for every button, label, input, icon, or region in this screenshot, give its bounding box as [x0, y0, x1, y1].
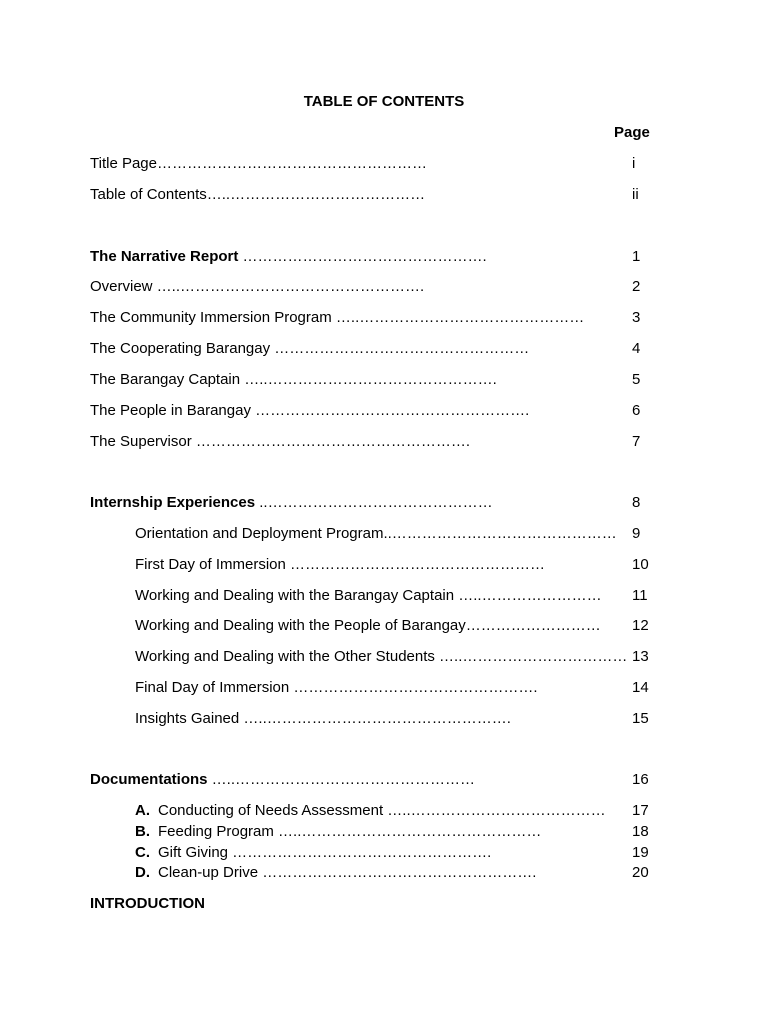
toc-page-number: 13	[632, 648, 649, 665]
toc-entry-clean-up-drive: Clean-up Drive ……………………………………………….	[158, 864, 537, 881]
toc-page-number: i	[632, 155, 636, 172]
toc-entry-barangay-captain-dealing: Working and Dealing with the Barangay Captain …..……………………	[135, 587, 602, 604]
page-column-header: Page	[614, 124, 650, 141]
toc-page-number: 11	[632, 587, 648, 604]
toc-entry-orientation: Orientation and Deployment Program..………………………………………	[135, 525, 617, 542]
toc-entry-first-day: First Day of Immersion ……………………………………………	[135, 556, 546, 573]
toc-page-number: 12	[632, 617, 649, 634]
toc-entry-barangay-captain: The Barangay Captain …..……………………………………….	[90, 371, 497, 388]
toc-entry-people-dealing: Working and Dealing with the People of Barangay………………………	[135, 617, 601, 634]
toc-section-documentations	[90, 771, 475, 789]
toc-page-number: 3	[632, 309, 641, 326]
section-heading: The Narrative Report	[90, 248, 239, 265]
toc-page-number: 18	[632, 823, 649, 840]
list-letter: A.	[135, 802, 150, 819]
page-title: TABLE OF CONTENTS	[303, 93, 465, 110]
leader-dots: ..………………………………………	[255, 494, 493, 511]
toc-page-number: 9	[632, 525, 641, 542]
toc-page-number: 20	[632, 864, 649, 881]
toc-page-number: 14	[632, 679, 649, 696]
toc-page-number: 17	[632, 802, 649, 819]
section-heading: Documentations	[90, 771, 208, 788]
toc-page-number: 5	[632, 371, 641, 388]
toc-page-number: 10	[632, 556, 649, 573]
toc-entry-table-of-contents: Table of Contents…..…………………………………	[90, 186, 426, 203]
toc-page-number: 2	[632, 278, 641, 295]
toc-page-number: 7	[632, 433, 641, 450]
toc-entry-community-immersion-program: The Community Immersion Program …..………………………………………	[90, 309, 585, 326]
toc-entry-cooperating-barangay: The Cooperating Barangay ……………………………………………	[90, 340, 530, 357]
toc-page-number: ii	[632, 186, 639, 203]
toc-entry-feeding-program: Feeding Program …..…………………………………………	[158, 823, 542, 840]
toc-entry-needs-assessment: Conducting of Needs Assessment …..…………………………………	[158, 802, 606, 819]
toc-section-internship-experiences	[90, 494, 493, 512]
leader-dots: …..…………………………………………	[207, 771, 476, 788]
toc-entry-final-day: Final Day of Immersion ………………………………………….	[135, 679, 538, 696]
introduction-heading: INTRODUCTION	[90, 895, 205, 912]
toc-page-number: 6	[632, 402, 641, 419]
toc-section-narrative-report	[90, 248, 487, 266]
toc-entry-people-in-barangay: The People in Barangay ……………………………………………….	[90, 402, 530, 419]
toc-page-number: 16	[632, 771, 649, 788]
toc-page-number: 8	[632, 494, 641, 511]
toc-page-number: 15	[632, 710, 649, 727]
list-letter: D.	[135, 864, 150, 881]
list-letter: B.	[135, 823, 150, 840]
toc-entry-supervisor: The Supervisor ……………………………………………….	[90, 433, 471, 450]
leader-dots: ………………………………………….	[238, 248, 487, 265]
list-letter: C.	[135, 844, 150, 861]
toc-page-number: 4	[632, 340, 641, 357]
toc-entry-other-students: Working and Dealing with the Other Students …..……………………………	[135, 648, 628, 665]
toc-entry-title-page: Title Page………………………………………………	[90, 155, 427, 172]
toc-entry-gift-giving: Gift Giving …………………………………………….	[158, 844, 492, 861]
toc-entry-overview: Overview …..………………………………………….	[90, 278, 425, 295]
toc-page-number: 1	[632, 248, 641, 265]
toc-entry-insights-gained: Insights Gained …..………………………………………….	[135, 710, 511, 727]
toc-page-number: 19	[632, 844, 649, 861]
section-heading: Internship Experiences	[90, 494, 256, 511]
